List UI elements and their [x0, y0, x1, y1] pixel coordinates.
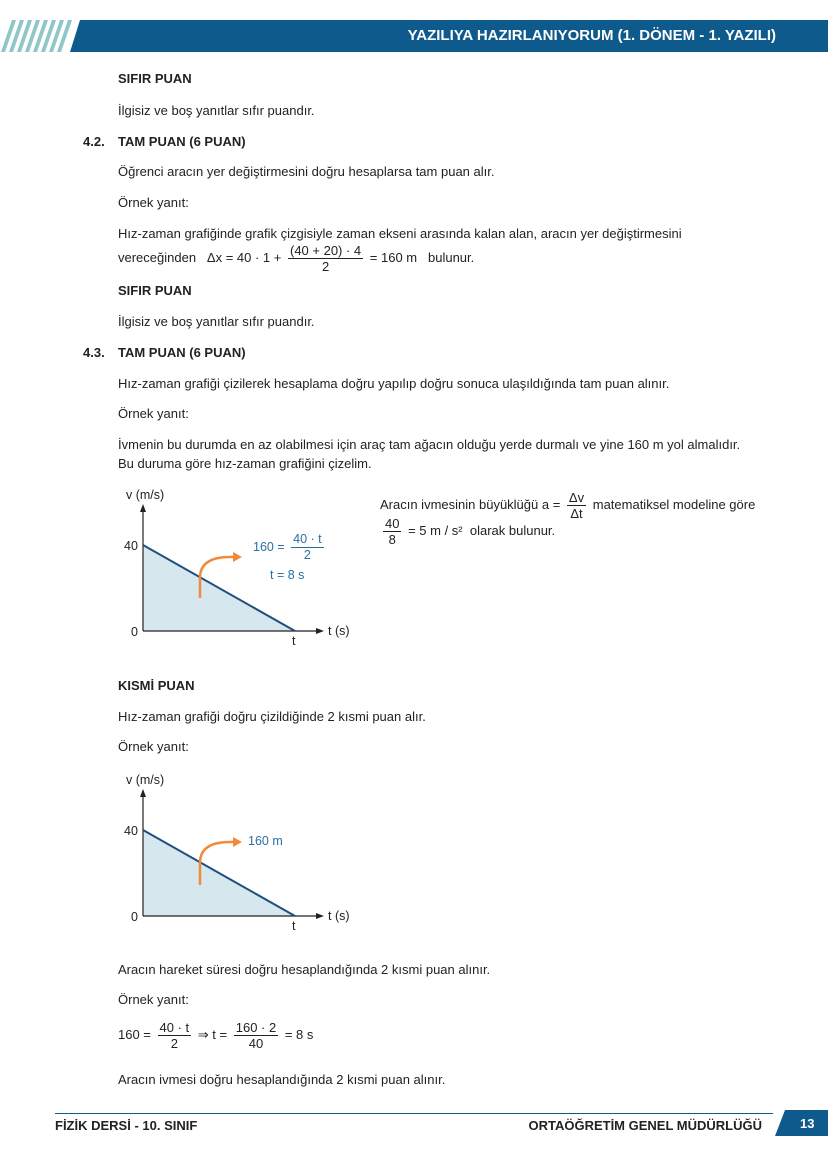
y-tick-40: 40	[124, 824, 138, 838]
x-axis-label: t (s)	[328, 624, 350, 638]
header-title: YAZILIYA HAZIRLANIYORUM (1. DÖNEM - 1. YAZILI)	[407, 27, 776, 44]
velocity-time-graph-1	[110, 488, 370, 648]
q42-example: Örnek yanıt:	[118, 195, 189, 210]
duration-example: Örnek yanıt:	[118, 992, 189, 1007]
x-axis-arrow	[316, 913, 324, 919]
area-equation	[253, 532, 327, 563]
f-mid: ⇒ t =	[197, 1026, 228, 1042]
numerator: (40 + 20) · 4	[289, 243, 362, 258]
area-label: 160 m	[248, 834, 283, 848]
q43-example: Örnek yanıt:	[118, 406, 189, 421]
accel-numerator: Δv	[568, 490, 585, 505]
f1-denominator: 2	[170, 1036, 178, 1051]
f2-denominator: 40	[248, 1036, 264, 1051]
q42-line2-pre: vereceğinden	[118, 249, 197, 265]
denominator: 2	[321, 259, 330, 274]
y-axis-label: v (m/s)	[126, 773, 165, 787]
y-axis-arrow	[140, 504, 146, 512]
acceleration-result	[380, 516, 555, 547]
f1-numerator: 40 · t	[159, 1020, 190, 1035]
y-axis-arrow	[140, 789, 146, 797]
result-value: = 5 m / s²	[408, 522, 463, 538]
q43-line1: İvmenin bu durumda en az olabilmesi için araç tam ağacın olduğu yerde durmalı ve yine 160 m yol almalıdır.	[118, 437, 741, 452]
x-axis-label: t (s)	[328, 909, 350, 923]
velocity-time-graph-2	[110, 773, 370, 933]
result-numerator: 40	[385, 516, 400, 531]
q43-number: 4.3.	[83, 345, 105, 360]
footer-right: ORTAÖĞRETİM GENEL MÜDÜRLÜĞÜ	[528, 1118, 762, 1133]
x-axis-arrow	[316, 628, 324, 634]
accel-pre: Aracın ivmesinin büyüklüğü a =	[380, 496, 561, 512]
accel-fraction	[567, 490, 586, 521]
eq-fraction	[291, 532, 324, 563]
f1-fraction	[158, 1020, 192, 1051]
formula-right: = 160 m	[369, 249, 418, 265]
partial-points-heading: KISMİ PUAN	[118, 678, 195, 693]
q42-formula-line	[118, 243, 474, 274]
result-post: olarak bulunur.	[469, 522, 556, 538]
result-fraction	[383, 516, 401, 547]
f2-numerator: 160 · 2	[235, 1020, 277, 1035]
q42-text: Öğrenci aracın yer değiştirmesini doğru hesaplarsa tam puan alır.	[118, 164, 495, 179]
q43-heading: TAM PUAN (6 PUAN)	[118, 345, 246, 360]
zero-points-text-2: İlgisiz ve boş yanıtlar sıfır puandır.	[118, 314, 315, 329]
result-denominator: 8	[388, 532, 396, 547]
zero-points-heading-2: SIFIR PUAN	[118, 283, 192, 298]
y-axis-label: v (m/s)	[126, 488, 165, 502]
q42-line2-post: bulunur.	[427, 249, 475, 265]
accel-denominator: Δt	[570, 506, 583, 521]
x-tick-t: t	[292, 634, 296, 648]
orange-arrow-head	[233, 837, 242, 847]
q42-heading: TAM PUAN (6 PUAN)	[118, 134, 246, 149]
acceleration-partial-text: Aracın ivmesi doğru hesaplandığında 2 kısmi puan alınır.	[118, 1072, 446, 1087]
zero-points-text: İlgisiz ve boş yanıtlar sıfır puandır.	[118, 103, 315, 118]
q43-line2: Bu duruma göre hız-zaman grafiğini çizelim.	[118, 456, 372, 471]
orange-arrow-head	[233, 552, 242, 562]
zero-points-heading: SIFIR PUAN	[118, 71, 192, 86]
page-number: 13	[800, 1116, 815, 1131]
q42-line1: Hız-zaman grafiğinde grafik çizgisiyle zaman ekseni arasında kalan alan, aracın yer değiştirmesini	[118, 226, 682, 241]
footer-divider	[55, 1113, 773, 1114]
formula-fraction	[288, 243, 363, 274]
duration-text: Aracın hareket süresi doğru hesaplandığında 2 kısmi puan alınır.	[118, 962, 491, 977]
eq-left: 160 =	[253, 539, 285, 554]
eq-numerator: 40 · t	[293, 532, 322, 546]
duration-formula	[118, 1020, 313, 1051]
eq-denominator: 2	[303, 548, 311, 562]
eq-result: t = 8 s	[270, 568, 305, 582]
y-tick-40: 40	[124, 539, 138, 553]
footer-left: FİZİK DERSİ - 10. SINIF	[55, 1118, 198, 1133]
f2-fraction	[234, 1020, 278, 1051]
f-right: = 8 s	[284, 1026, 314, 1042]
partial-points-example: Örnek yanıt:	[118, 739, 189, 754]
formula-left: Δx = 40 · 1 +	[206, 249, 282, 265]
accel-post: matematiksel modeline göre	[592, 496, 756, 512]
q43-text: Hız-zaman grafiği çizilerek hesaplama doğru yapılıp doğru sonuca ulaşıldığında tam puan alınır.	[118, 376, 670, 391]
y-tick-0: 0	[131, 910, 138, 924]
x-tick-t: t	[292, 919, 296, 933]
partial-points-text: Hız-zaman grafiği doğru çizildiğinde 2 kısmi puan alır.	[118, 709, 426, 724]
y-tick-0: 0	[131, 625, 138, 639]
q42-number: 4.2.	[83, 134, 105, 149]
f-left: 160 =	[118, 1026, 151, 1042]
